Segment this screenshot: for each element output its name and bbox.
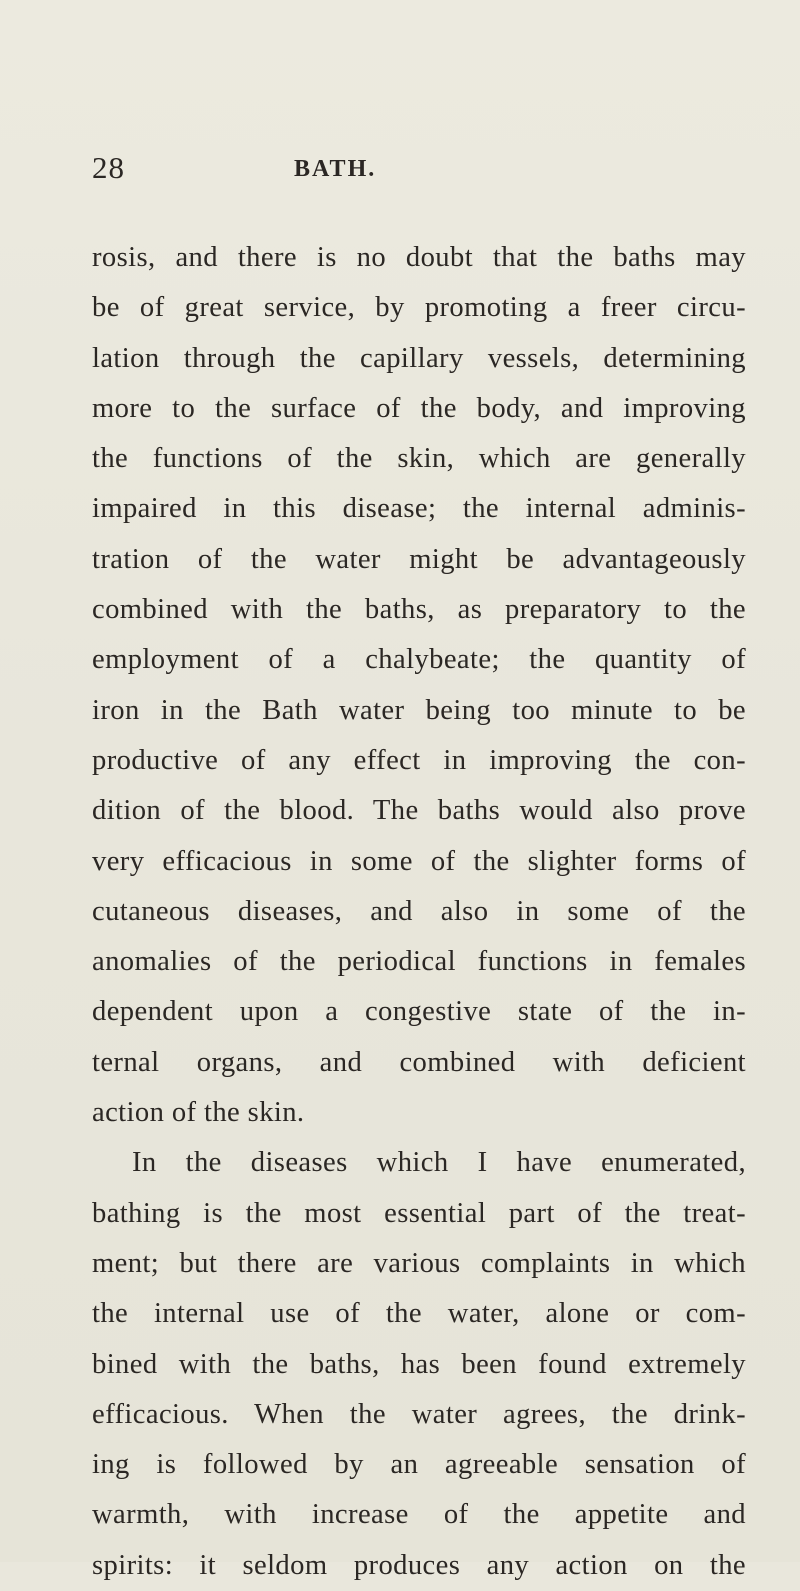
paragraph-start-line: In the diseases which I have enumerated, <box>132 1147 746 1179</box>
text-line: spirits: it seldom produces any action on the <box>92 1549 746 1581</box>
text-line: ment; but there are various complaints in which <box>92 1247 746 1279</box>
page-header <box>92 150 722 190</box>
text-line: the internal use of the water, alone or com- <box>92 1298 746 1330</box>
text-line: iron in the Bath water being too minute to be <box>92 694 746 726</box>
text-line: bathing is the most essential part of the treat- <box>92 1197 746 1229</box>
text-line: more to the surface of the body, and improving <box>92 392 746 424</box>
text-line: productive of any effect in improving the con- <box>92 744 746 776</box>
running-head: BATH. <box>294 156 377 182</box>
text-line: employment of a chalybeate; the quantity of <box>92 644 746 676</box>
text-line: anomalies of the periodical functions in females <box>92 946 746 978</box>
body-text <box>92 233 746 1591</box>
text-line: tration of the water might be advantageously <box>92 543 746 575</box>
text-line: dition of the blood. The baths would also prove <box>92 795 746 827</box>
paragraph-end-line: action of the skin. <box>92 1097 305 1129</box>
text-line: lation through the capillary vessels, determining <box>92 342 746 374</box>
text-line: ing is followed by an agreeable sensation of <box>92 1449 746 1481</box>
text-line: very efficacious in some of the slighter forms of <box>92 845 746 877</box>
text-line: bined with the baths, has been found extremely <box>92 1348 746 1380</box>
text-line: impaired in this disease; the internal adminis- <box>92 493 746 525</box>
text-line: cutaneous diseases, and also in some of the <box>92 895 746 927</box>
text-line: the functions of the skin, which are generally <box>92 443 746 475</box>
text-line: combined with the baths, as preparatory to the <box>92 594 746 626</box>
text-line: ternal organs, and combined with deficient <box>92 1046 746 1078</box>
text-line: be of great service, by promoting a freer circu- <box>92 292 746 324</box>
text-line: dependent upon a congestive state of the in- <box>92 996 746 1028</box>
page-number: 28 <box>92 150 125 185</box>
text-line: efficacious. When the water agrees, the drink- <box>92 1398 746 1430</box>
text-line: rosis, and there is no doubt that the baths may <box>92 242 746 273</box>
text-line: warmth, with increase of the appetite and <box>92 1499 746 1531</box>
